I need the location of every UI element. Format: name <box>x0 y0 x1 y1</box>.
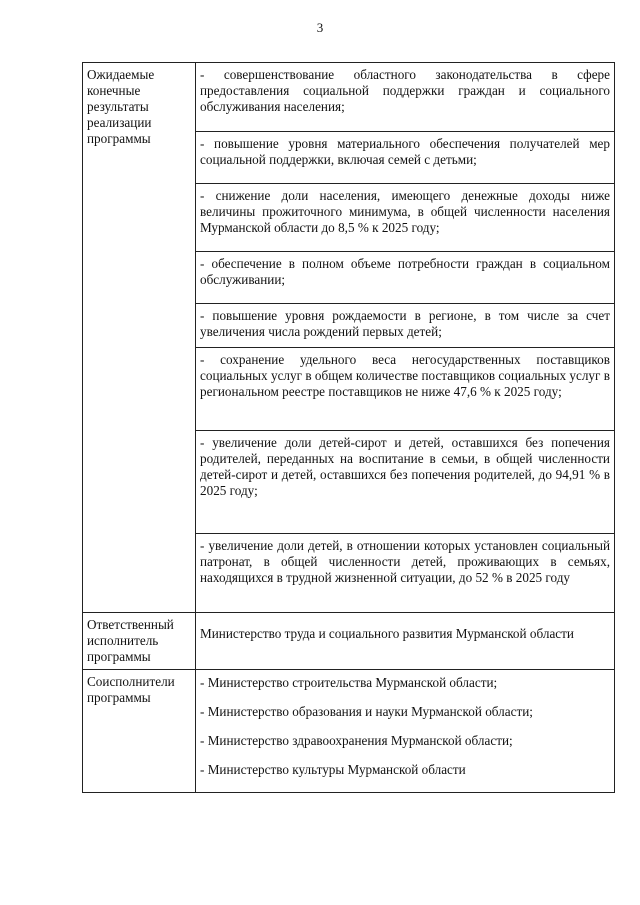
table-row-expected-results <box>83 63 615 613</box>
coexecutors-list <box>196 670 614 792</box>
coexecutor-item: - Министерство образования и науки Мурманской области; <box>200 704 533 719</box>
expected-result-item: - снижение доли населения, имеющего денежные доходы ниже величины прожиточного минимума, в общей численности населения Мурманской области до 8,5 % к 2025 году; <box>196 184 614 252</box>
row-label-responsible: Ответственный исполнитель программы <box>83 613 196 670</box>
program-passport-table <box>82 62 615 793</box>
responsible-cell <box>196 613 615 670</box>
coexecutors-cell <box>196 670 615 793</box>
row-label-expected-results: Ожидаемые конечные результаты реализации программы <box>83 63 196 613</box>
expected-result-item: - увеличение доли детей-сирот и детей, оставшихся без попечения родителей, переданных на воспитание в семьи, в общей численности детей-сирот и детей, оставшихся без попечения родителей, до 94,91 % в 2025 году; <box>196 431 614 534</box>
coexecutor-item: - Министерство здравоохранения Мурманской области; <box>200 733 513 748</box>
responsible-executor-value: Министерство труда и социального развития Мурманской области <box>200 626 574 641</box>
row-label-coexecutors: Соисполнители программы <box>83 670 196 793</box>
expected-result-item: - совершенствование областного законодательства в сфере предоставления социальной поддержки граждан и социального обслуживания населения; <box>196 63 614 132</box>
coexecutor-item: - Министерство культуры Мурманской области <box>200 762 466 777</box>
expected-result-item: - повышение уровня рождаемости в регионе, в том числе за счет увеличения числа рождений первых детей; <box>196 304 614 348</box>
page-number: 3 <box>316 20 324 35</box>
expected-result-item: - увеличение доли детей, в отношении которых установлен социальный патронат, в общей численности детей, проживающих в семьях, находящихся в трудной жизненной ситуации, до 52 % в 2025 году <box>200 538 610 585</box>
table-row-responsible <box>83 613 615 670</box>
expected-result-item: - повышение уровня материального обеспечения получателей мер социальной поддержки, включая семей с детьми; <box>196 132 614 184</box>
expected-result-item: - обеспечение в полном объеме потребности граждан в социальном обслуживании; <box>196 252 614 304</box>
table-row-coexecutors <box>83 670 615 793</box>
expected-results-cell <box>196 63 615 613</box>
expected-result-item: - сохранение удельного веса негосударственных поставщиков социальных услуг в общем количестве поставщиков социальных услуг в региональном реестре поставщиков не ниже 47,6 % к 2025 году; <box>196 348 614 431</box>
coexecutor-item: - Министерство строительства Мурманской области; <box>200 675 498 690</box>
